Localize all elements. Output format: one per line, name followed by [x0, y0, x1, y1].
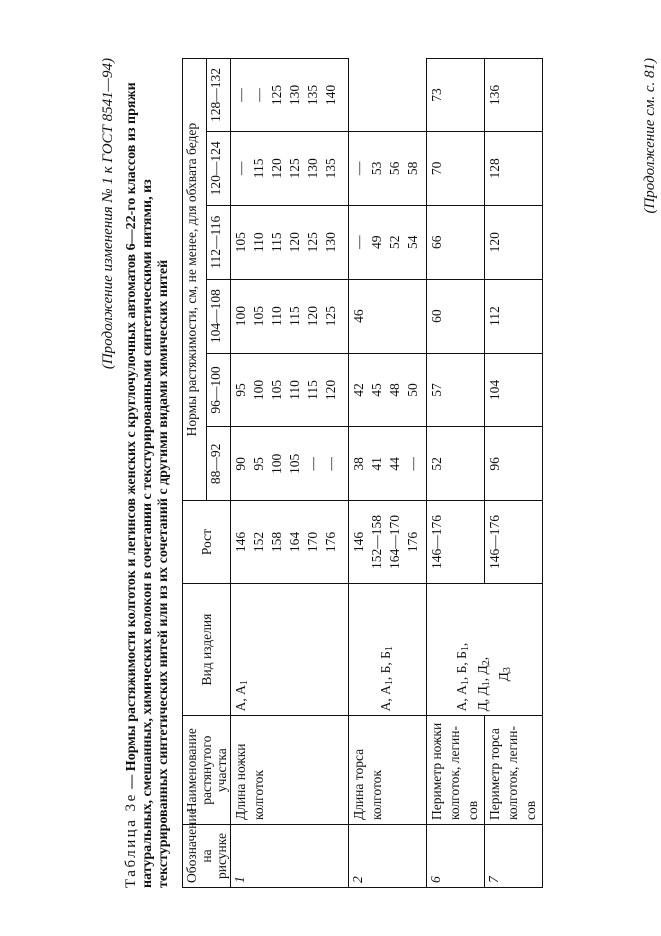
- row-type: А, $А_1$, Б, $Б_1$: [349, 583, 427, 716]
- row-code: 2: [349, 825, 427, 888]
- norm-cell: 104: [485, 353, 543, 427]
- table-row: [485, 59, 543, 888]
- norm-value: 100: [233, 305, 248, 327]
- norm-value: 115: [287, 306, 302, 326]
- header-row: [183, 59, 207, 888]
- norm-value: 130: [323, 232, 338, 253]
- norm-value: 46: [351, 309, 366, 323]
- footer-note: (Продолжение см. с. 81): [642, 58, 658, 214]
- norm-value: 95: [251, 457, 266, 471]
- table-row: [427, 59, 485, 888]
- hip-range: 112—116: [207, 205, 231, 279]
- rotated-page: [100, 48, 660, 888]
- hip-range: 96—100: [207, 353, 231, 427]
- row-type-line: А, $А_1$, Б, $Б_1$,: [454, 642, 471, 712]
- header-type: Вид изделия: [183, 583, 231, 716]
- norm-value: 115: [269, 232, 284, 253]
- height-cell: [231, 501, 349, 584]
- norm-value: 52: [387, 235, 402, 249]
- norm-cell: 66: [427, 205, 485, 279]
- norm-cell: 96: [485, 427, 543, 501]
- norm-value: —: [351, 235, 366, 249]
- norm-value: 41: [369, 457, 384, 471]
- norm-cell: 112: [485, 279, 543, 353]
- row-name-line: Длина ножки: [233, 743, 248, 820]
- norm-value: 105: [233, 232, 248, 253]
- hip-range: 120—124: [207, 131, 231, 205]
- norm-cell: [231, 131, 349, 205]
- caption-text: — Нормы растяжимости колготок и легинсов женских с круглочулочных автоматов 6—22-го классов из пряжи натуральных, смешанных, химических волокон в сочетании с текстурированными синтетическими нитями, из текстурированных синтетических нитей или из их сочетаний с другими видами химических нитей: [124, 82, 171, 888]
- norm-cell: 128: [485, 131, 543, 205]
- row-name-line: сов: [465, 800, 480, 820]
- norm-value: 115: [251, 158, 266, 179]
- row-name-line: колготок, легин-: [447, 726, 462, 820]
- norm-value: 120: [269, 158, 284, 179]
- norm-value: 120: [305, 305, 320, 327]
- norm-value: —: [251, 88, 266, 102]
- row-name-line: Периметр торса: [487, 728, 502, 820]
- table-row: [349, 59, 427, 888]
- norm-value: 38: [351, 457, 366, 471]
- row-code: 7: [485, 825, 543, 888]
- norm-cell: [231, 205, 349, 279]
- hip-range: 104—108: [207, 279, 231, 353]
- norm-value: 100: [269, 453, 284, 474]
- norm-value: 56: [387, 161, 402, 176]
- norm-value: —: [405, 457, 420, 471]
- norm-cell: [231, 279, 349, 353]
- norm-cell: 52: [427, 427, 485, 501]
- norms-table: [182, 58, 543, 888]
- height-value: 152: [251, 531, 266, 553]
- norm-value: 110: [287, 380, 302, 400]
- norm-value: 125: [323, 305, 338, 327]
- norm-value: 135: [305, 84, 320, 106]
- row-type-line: $Д_3$: [496, 667, 513, 682]
- norm-cell: [231, 427, 349, 501]
- row-code: 1: [231, 825, 349, 888]
- norm-cell: 70: [427, 131, 485, 205]
- norm-value: 45: [369, 383, 384, 397]
- header-note: (Продолжение изменения № 1 к ГОСТ 8541—94): [100, 58, 116, 370]
- norm-value: 105: [269, 379, 284, 401]
- row-type-line: Д, $Д_1$, $Д_2$,: [475, 656, 492, 712]
- norm-cell: 73: [427, 59, 485, 132]
- caption-lead: Таблица 3е: [123, 792, 139, 888]
- row-type: А, $А_1$: [231, 583, 349, 716]
- norm-value: 125: [269, 84, 284, 106]
- norm-value: —: [233, 88, 248, 102]
- norm-value: 115: [305, 380, 320, 400]
- height-value: 152—158: [369, 515, 384, 570]
- row-name: [349, 716, 427, 825]
- norm-value: 90: [233, 457, 248, 471]
- row-code: 6: [427, 825, 485, 888]
- norm-value: 53: [369, 161, 384, 176]
- norm-value: 100: [251, 379, 266, 401]
- height-value: 164: [287, 531, 302, 553]
- row-name: [427, 716, 485, 825]
- height-cell: 146—176: [427, 501, 485, 584]
- norm-value: 125: [305, 232, 320, 253]
- height-value: 176: [323, 531, 338, 553]
- height-value: 164—170: [387, 515, 402, 570]
- norm-cell: 136: [485, 59, 543, 132]
- hip-range: 88—92: [207, 427, 231, 501]
- norm-value: 54: [405, 235, 420, 249]
- norm-value: —: [305, 457, 320, 471]
- row-name-line: колготок: [251, 770, 266, 820]
- row-name-line: Периметр ножки: [429, 722, 444, 820]
- norm-cell: [349, 279, 427, 353]
- norm-value: 50: [405, 383, 420, 397]
- norm-value: 120: [323, 379, 338, 401]
- row-type: [427, 583, 543, 716]
- norm-cell: [349, 205, 427, 279]
- table-caption: [123, 58, 172, 888]
- norm-cell: [231, 59, 349, 132]
- norm-value: 135: [323, 158, 338, 179]
- norm-cell: 60: [427, 279, 485, 353]
- norm-cell: [349, 427, 427, 501]
- row-name-line: колготок: [369, 770, 384, 820]
- row-name-line: колготок, легин-: [505, 726, 520, 820]
- row-name: [485, 716, 543, 825]
- norm-value: 105: [287, 453, 302, 474]
- norm-value: 58: [405, 161, 420, 176]
- norm-value: 125: [287, 158, 302, 179]
- norm-cell: 120: [485, 205, 543, 279]
- norm-cell: [349, 353, 427, 427]
- row-name-line: сов: [523, 800, 538, 820]
- height-cell: [349, 501, 427, 584]
- norm-value: —: [351, 161, 366, 176]
- header-norms: Нормы растяжимости, см, не менее, для обхвата бедер: [183, 59, 207, 501]
- height-value: 176: [405, 531, 420, 553]
- header-height: Рост: [183, 501, 231, 584]
- header-name: Наименование растянутого участка: [183, 716, 231, 825]
- norm-value: 48: [387, 383, 402, 397]
- norm-value: 44: [387, 457, 402, 471]
- header-code: Обозначение на рисунке: [183, 825, 231, 888]
- norm-cell: [231, 353, 349, 427]
- norm-value: —: [233, 161, 248, 176]
- norm-value: 120: [287, 232, 302, 253]
- row-name: [231, 716, 349, 825]
- row-name-line: Длина торса: [351, 748, 366, 820]
- height-value: 146: [351, 531, 366, 553]
- norm-value: 95: [233, 383, 248, 397]
- norm-cell: [349, 131, 427, 205]
- norm-value: 140: [323, 84, 338, 106]
- height-value: 170: [305, 531, 320, 553]
- norm-cell: 57: [427, 353, 485, 427]
- norm-value: 110: [251, 232, 266, 253]
- norm-value: —: [323, 457, 338, 471]
- norm-value: 42: [351, 383, 366, 397]
- norm-value: 110: [269, 306, 284, 326]
- norm-value: 49: [369, 235, 384, 249]
- norm-value: 130: [287, 84, 302, 106]
- height-value: 158: [269, 531, 284, 553]
- table-row: [231, 59, 349, 888]
- height-value: 146: [233, 531, 248, 553]
- hip-range: 128—132: [207, 59, 231, 132]
- norm-value: 130: [305, 158, 320, 179]
- height-cell: 146—176: [485, 501, 543, 584]
- norm-value: 105: [251, 305, 266, 327]
